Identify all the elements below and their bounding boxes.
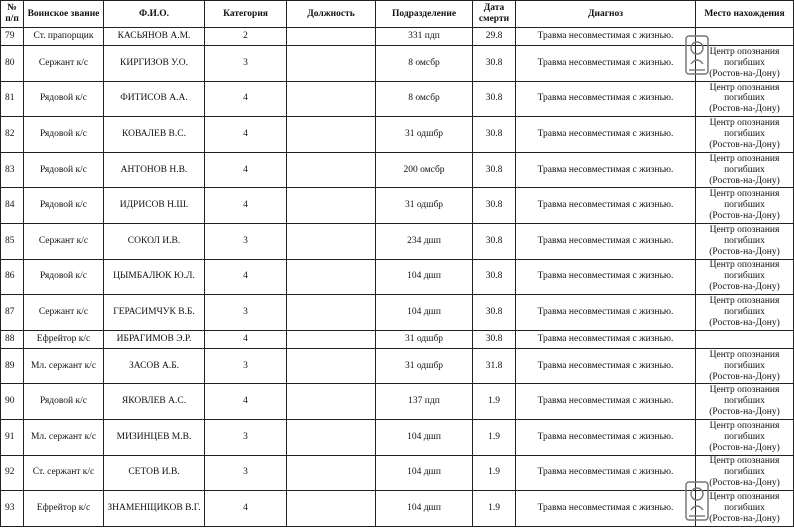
place-line: Центр опознания — [709, 224, 780, 235]
cell-unit: 104 дшп — [376, 491, 473, 527]
cell-name: МИЗИНЦЕВ М.В. — [104, 419, 205, 455]
cell-place — [696, 419, 794, 455]
place-line: (Ростов-на-Дону) — [709, 104, 780, 115]
cell-rank: Ст. сержант к/с — [24, 455, 104, 491]
cell-category: 4 — [205, 117, 287, 153]
place-line: погибших — [724, 360, 765, 371]
place-line: (Ростов-на-Дону) — [709, 317, 780, 328]
table-row — [1, 295, 794, 331]
cell-diagnosis: Травма несовместимая с жизнью. — [516, 491, 696, 527]
cell-place — [696, 81, 794, 117]
header-num: № п/п — [1, 1, 24, 28]
cell-num: 81 — [1, 81, 24, 117]
cell-unit: 8 омсбр — [376, 46, 473, 82]
cell-date: 1.9 — [473, 491, 516, 527]
place-line: погибших — [724, 200, 765, 211]
place-line: (Ростов-на-Дону) — [709, 513, 780, 524]
table-row — [1, 348, 794, 384]
table-row — [1, 259, 794, 295]
cell-place — [696, 223, 794, 259]
cell-unit: 31 одшбр — [376, 348, 473, 384]
cell-unit: 104 дшп — [376, 455, 473, 491]
cell-name: ГЕРАСИМЧУК В.Б. — [104, 295, 205, 331]
header-unit: Подразделение — [376, 1, 473, 28]
cell-place — [696, 188, 794, 224]
cell-category: 3 — [205, 455, 287, 491]
cell-diagnosis: Травма несовместимая с жизнью. — [516, 419, 696, 455]
cell-name: ЦЫМБАЛЮК Ю.Л. — [104, 259, 205, 295]
cell-num: 85 — [1, 223, 24, 259]
cell-num: 83 — [1, 152, 24, 188]
header-row — [1, 1, 794, 28]
cell-place — [696, 491, 794, 527]
cell-category: 4 — [205, 188, 287, 224]
cell-unit: 31 одшбр — [376, 188, 473, 224]
table-row — [1, 455, 794, 491]
cell-position — [287, 152, 376, 188]
cell-category: 4 — [205, 384, 287, 420]
cell-category: 3 — [205, 419, 287, 455]
cell-num: 84 — [1, 188, 24, 224]
header-position: Должность — [287, 1, 376, 28]
table-row — [1, 223, 794, 259]
cell-name: ИДРИСОВ Н.Ш. — [104, 188, 205, 224]
table-row — [1, 117, 794, 153]
cell-category: 2 — [205, 28, 287, 46]
place-line: (Ростов-на-Дону) — [709, 442, 780, 453]
cell-category: 4 — [205, 152, 287, 188]
place-line: (Ростов-на-Дону) — [709, 478, 780, 489]
cell-rank: Сержант к/с — [24, 46, 104, 82]
cell-rank: Рядовой к/с — [24, 152, 104, 188]
cell-diagnosis: Травма несовместимая с жизнью. — [516, 259, 696, 295]
table-row — [1, 188, 794, 224]
place-line: (Ростов-на-Дону) — [709, 139, 780, 150]
cell-position — [287, 419, 376, 455]
place-line: погибших — [724, 306, 765, 317]
cell-position — [287, 455, 376, 491]
place-line: Центр опознания — [709, 385, 780, 396]
place-line: погибших — [724, 502, 765, 513]
cell-unit: 104 дшп — [376, 419, 473, 455]
cell-position — [287, 46, 376, 82]
cell-date: 30.8 — [473, 46, 516, 82]
place-line: Центр опознания — [709, 260, 780, 271]
cell-name: ЯКОВЛЕВ А.С. — [104, 384, 205, 420]
place-line: погибших — [724, 129, 765, 140]
cell-num: 88 — [1, 330, 24, 348]
header-place: Место нахождения — [696, 1, 794, 28]
cell-num: 87 — [1, 295, 24, 331]
place-line: Центр опознания — [709, 349, 780, 360]
cell-name: ЗАСОВ А.Б. — [104, 348, 205, 384]
cell-position — [287, 28, 376, 46]
cell-name: СЕТОВ И.В. — [104, 455, 205, 491]
cell-date: 30.8 — [473, 295, 516, 331]
cell-rank: Рядовой к/с — [24, 117, 104, 153]
cell-num: 89 — [1, 348, 24, 384]
cell-num: 93 — [1, 491, 24, 527]
cell-unit: 200 омсбр — [376, 152, 473, 188]
cell-num: 90 — [1, 384, 24, 420]
cell-name: КОВАЛЕВ В.С. — [104, 117, 205, 153]
cell-date: 30.8 — [473, 188, 516, 224]
place-line: погибших — [724, 396, 765, 407]
place-line: Центр опознания — [709, 492, 780, 503]
cell-category: 4 — [205, 491, 287, 527]
cell-place — [696, 28, 794, 46]
cell-num: 79 — [1, 28, 24, 46]
cell-date: 29.8 — [473, 28, 516, 46]
cell-category: 3 — [205, 223, 287, 259]
place-line: Центр опознания — [709, 420, 780, 431]
cell-diagnosis: Травма несовместимая с жизнью. — [516, 295, 696, 331]
cell-date: 1.9 — [473, 419, 516, 455]
place-line: погибших — [724, 57, 765, 68]
place-line: Центр опознания — [709, 296, 780, 307]
cell-rank: Ефрейтор к/с — [24, 491, 104, 527]
cell-diagnosis: Травма несовместимая с жизнью. — [516, 348, 696, 384]
cell-rank: Мл. сержант к/с — [24, 419, 104, 455]
header-diagnosis: Диагноз — [516, 1, 696, 28]
cell-num: 86 — [1, 259, 24, 295]
cell-diagnosis: Травма несовместимая с жизнью. — [516, 152, 696, 188]
cell-rank: Ст. прапорщик — [24, 28, 104, 46]
cell-rank: Сержант к/с — [24, 295, 104, 331]
place-line: погибших — [724, 164, 765, 175]
place-line: (Ростов-на-Дону) — [709, 371, 780, 382]
cell-rank: Сержант к/с — [24, 223, 104, 259]
cell-category: 4 — [205, 259, 287, 295]
cell-rank: Рядовой к/с — [24, 259, 104, 295]
place-line: погибших — [724, 431, 765, 442]
place-line: (Ростов-на-Дону) — [709, 282, 780, 293]
cell-position — [287, 259, 376, 295]
place-line: (Ростов-на-Дону) — [709, 211, 780, 222]
cell-name: ФИТИСОВ А.А. — [104, 81, 205, 117]
cell-position — [287, 81, 376, 117]
cell-place — [696, 348, 794, 384]
cell-num: 91 — [1, 419, 24, 455]
place-line: погибших — [724, 235, 765, 246]
cell-name: ЗНАМЕНЩИКОВ В.Г. — [104, 491, 205, 527]
table-row — [1, 46, 794, 82]
cell-position — [287, 491, 376, 527]
cell-date: 30.8 — [473, 81, 516, 117]
cell-place — [696, 46, 794, 82]
cell-place — [696, 455, 794, 491]
cell-date: 30.8 — [473, 152, 516, 188]
cell-diagnosis: Травма несовместимая с жизнью. — [516, 81, 696, 117]
place-line: Центр опознания — [709, 46, 780, 57]
table-row — [1, 28, 794, 46]
cell-diagnosis: Травма несовместимая с жизнью. — [516, 330, 696, 348]
place-line: Центр опознания — [709, 153, 780, 164]
table-row — [1, 81, 794, 117]
cell-place — [696, 117, 794, 153]
place-line: (Ростов-на-Дону) — [709, 175, 780, 186]
cell-place — [696, 152, 794, 188]
place-line: Центр опознания — [709, 189, 780, 200]
place-line: погибших — [724, 93, 765, 104]
cell-diagnosis: Травма несовместимая с жизнью. — [516, 117, 696, 153]
cell-num: 80 — [1, 46, 24, 82]
cell-unit: 104 дшп — [376, 259, 473, 295]
cell-category: 4 — [205, 81, 287, 117]
cell-position — [287, 295, 376, 331]
cell-category: 4 — [205, 330, 287, 348]
cell-unit: 31 одшбр — [376, 330, 473, 348]
table-row — [1, 152, 794, 188]
cell-unit: 8 омсбр — [376, 81, 473, 117]
cell-place — [696, 259, 794, 295]
cell-unit: 234 дшп — [376, 223, 473, 259]
header-date: Дата смерти — [473, 1, 516, 28]
cell-date: 1.9 — [473, 455, 516, 491]
cell-date: 30.8 — [473, 223, 516, 259]
cell-category: 3 — [205, 348, 287, 384]
cell-date: 30.8 — [473, 259, 516, 295]
table-row — [1, 491, 794, 527]
place-line: погибших — [724, 467, 765, 478]
table-row — [1, 330, 794, 348]
place-line: Центр опознания — [709, 118, 780, 129]
cell-rank: Рядовой к/с — [24, 188, 104, 224]
place-line: Центр опознания — [709, 82, 780, 93]
cell-rank: Рядовой к/с — [24, 384, 104, 420]
cell-place — [696, 330, 794, 348]
cell-name: КАСЬЯНОВ А.М. — [104, 28, 205, 46]
place-line: Центр опознания — [709, 456, 780, 467]
cell-name: АНТОНОВ Н.В. — [104, 152, 205, 188]
cell-date: 31.8 — [473, 348, 516, 384]
cell-rank: Рядовой к/с — [24, 81, 104, 117]
table-row — [1, 384, 794, 420]
header-category: Категория — [205, 1, 287, 28]
cell-num: 82 — [1, 117, 24, 153]
cell-category: 3 — [205, 295, 287, 331]
cell-diagnosis: Травма несовместимая с жизнью. — [516, 384, 696, 420]
cell-name: КИРГИЗОВ У.О. — [104, 46, 205, 82]
cell-unit: 31 одшбр — [376, 117, 473, 153]
cell-date: 30.8 — [473, 330, 516, 348]
cell-diagnosis: Травма несовместимая с жизнью. — [516, 46, 696, 82]
cell-unit: 137 пдп — [376, 384, 473, 420]
cell-unit: 331 пдп — [376, 28, 473, 46]
cell-position — [287, 188, 376, 224]
cell-unit: 104 дшп — [376, 295, 473, 331]
cell-diagnosis: Травма несовместимая с жизнью. — [516, 28, 696, 46]
header-rank: Воинское звание — [24, 1, 104, 28]
table-row — [1, 419, 794, 455]
cell-num: 92 — [1, 455, 24, 491]
place-line: (Ростов-на-Дону) — [709, 68, 780, 79]
cell-position — [287, 223, 376, 259]
header-name: Ф.И.О. — [104, 1, 205, 28]
cell-diagnosis: Травма несовместимая с жизнью. — [516, 455, 696, 491]
cell-name: СОКОЛ И.В. — [104, 223, 205, 259]
cell-place — [696, 384, 794, 420]
place-line: погибших — [724, 271, 765, 282]
cell-position — [287, 384, 376, 420]
place-line: (Ростов-на-Дону) — [709, 246, 780, 257]
cell-rank: Ефрейтор к/с — [24, 330, 104, 348]
cell-rank: Мл. сержант к/с — [24, 348, 104, 384]
cell-category: 3 — [205, 46, 287, 82]
cell-date: 1.9 — [473, 384, 516, 420]
cell-diagnosis: Травма несовместимая с жизнью. — [516, 188, 696, 224]
place-line: (Ростов-на-Дону) — [709, 407, 780, 418]
cell-diagnosis: Травма несовместимая с жизнью. — [516, 223, 696, 259]
cell-position — [287, 117, 376, 153]
cell-date: 30.8 — [473, 117, 516, 153]
cell-place — [696, 295, 794, 331]
cell-position — [287, 330, 376, 348]
cell-position — [287, 348, 376, 384]
cell-name: ИБРАГИМОВ Э.Р. — [104, 330, 205, 348]
